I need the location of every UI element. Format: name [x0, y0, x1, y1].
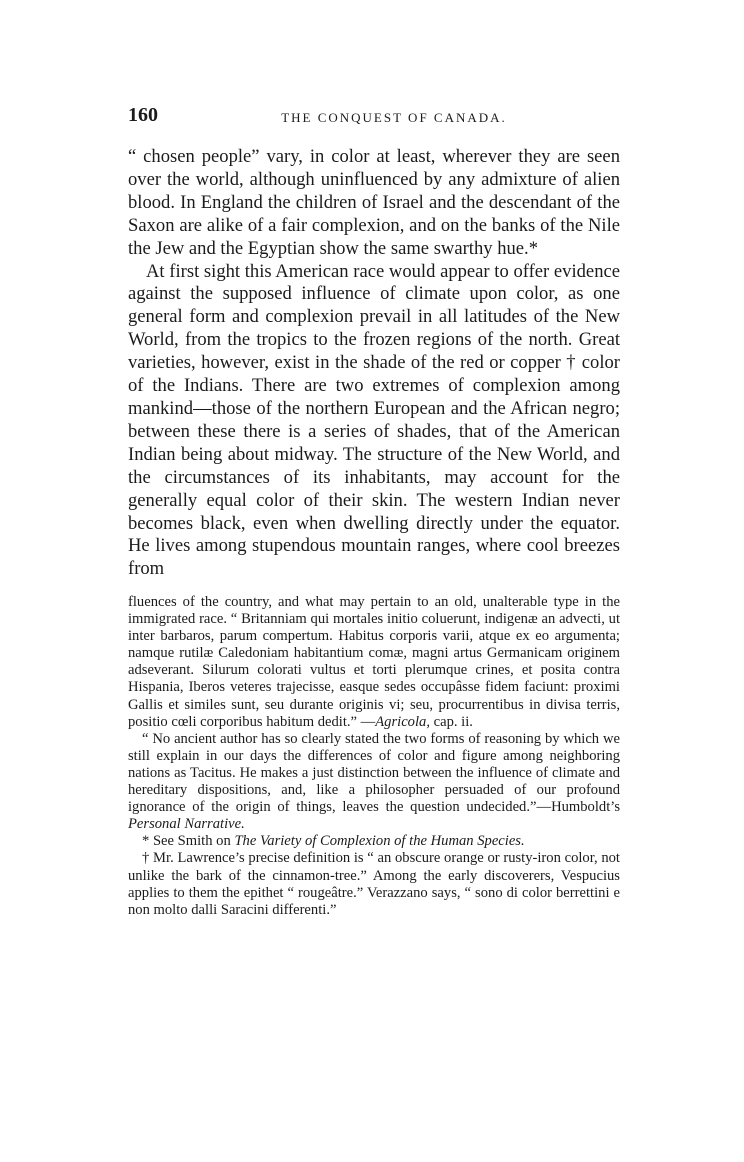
footnote-humboldt: [128, 731, 620, 834]
footnote-dagger: † Mr. Lawrence’s precise definition is “ an obscure orange or rusty-iron color, not unlike the bark of the cinnamon-tree.” Among the early discoverers, Vespucius applies to them the epithet “ rougeâtre.” Verazzano says, “ sono di color berrettini e non molto dalli Saracini differenti.”: [128, 850, 620, 918]
footnote-1-text: fluences of the country, and what may pertain to an old, unalterable type in the immigrated race. “ Britanniam qui mortales initio coluerunt, indigenæ an advecti, ut inter barbaros, parum compertum. Habitus corporis varii, atque ex eo argumenta; namque rutilæ Caledoniam habitantium comæ, magni artus Germanicam originem adseverant. Silurum colorati vultus et torti plerumque crines, et posita contra Hispania, Iberos veteres trajecisse, easque sedes occupâsse fidem faciunt: proximi Gallis et similes sunt, seu durante originis vi; seu, procurrentibus in divisa terris, positio cœli corporibus habitum dedit.” —: [128, 594, 620, 730]
footnote-3-prefix: * See Smith on: [142, 833, 235, 850]
footnote-1-cap: cap. ii.: [429, 713, 473, 730]
footnote-2-text: “ No ancient author has so clearly stated the two forms of reasoning by which we still explain in our days the differences of color and figure among neighboring nations as Tacitus. He makes a just distinction between the influence of climate and hereditary dispositions, and, like a philosopher persuaded of our profound ignorance of the origin of things, leaves the question undecided.”—Humboldt’s: [128, 730, 620, 816]
running-head: THE CONQUEST OF CANADA.: [281, 110, 507, 125]
footnote-asterisk: [128, 833, 620, 850]
footnote-3-title: The Variety of Complexion of the Human Species.: [234, 833, 525, 850]
footnote-continuation: [128, 594, 620, 731]
main-text: [128, 146, 620, 581]
footnotes: [128, 594, 620, 919]
page-header: [128, 104, 620, 134]
footnote-1-source: Agricola,: [375, 713, 430, 730]
body-paragraph-2: At first sight this American race would appear to offer evidence against the supposed influence of climate upon color, as one general form and complexion prevail in all latitudes of the New World, from the tropics to the frozen regions of the north. Great varieties, however, exist in the shade of the red or copper † color of the Indians. There are two extremes of complexion among mankind—those of the northern European and the African negro; between these there is a series of shades, that of the American Indian being about midway. The structure of the New World, and the circumstances of its inhabitants, may account for the generally equal color of their skin. The western Indian never becomes black, even when dwelling directly under the equator. He lives among stupendous mountain ranges, where cool breezes from: [128, 260, 620, 580]
page-number: 160: [128, 104, 158, 126]
footnote-2-source: Personal Narrative.: [128, 816, 245, 833]
body-paragraph-1: “ chosen people” vary, in color at least, wherever they are seen over the world, although uninfluenced by any admixture of alien blood. In England the children of Israel and the descendant of the Saxon are alike of a fair complexion, and on the banks of the Nile the Jew and the Egyptian show the same swarthy hue.*: [128, 146, 620, 259]
